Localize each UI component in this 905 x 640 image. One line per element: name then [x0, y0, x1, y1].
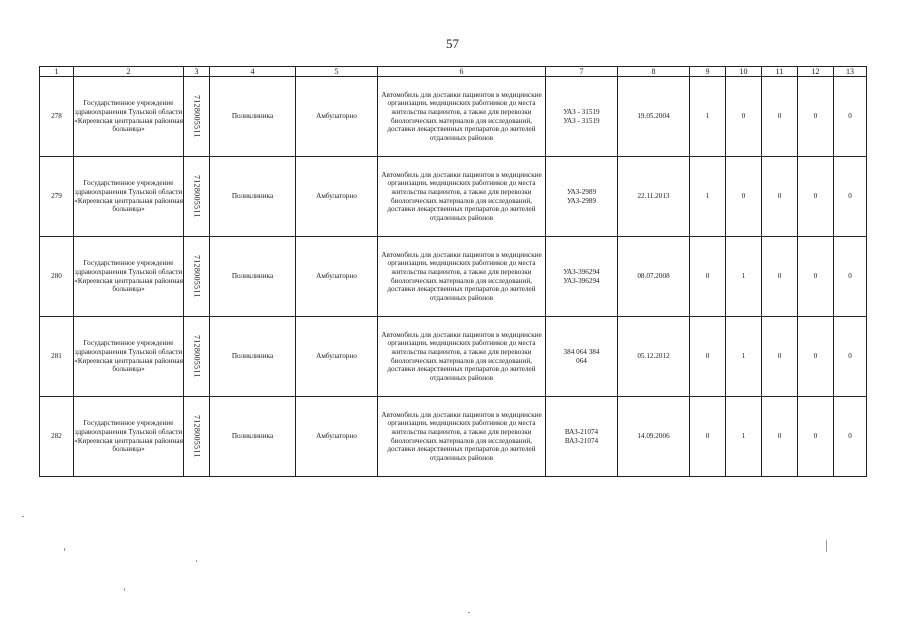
column-number-4: 4 [210, 67, 296, 77]
care-type: Амбулаторно [296, 157, 378, 237]
institution-code: 7128005511 [192, 175, 202, 218]
institution-code: 7128005511 [192, 335, 202, 378]
institution-name: Государственное учреждение здравоохранения Тульской области «Киреевская центральная районная больница» [74, 77, 184, 157]
scan-artifact [196, 560, 197, 562]
column-10-value: 0 [726, 157, 762, 237]
vehicle-model: УАЗ-2989 УАЗ-2989 [546, 157, 618, 237]
row-number: 282 [40, 397, 74, 477]
vehicle-purpose: Автомобиль для доставки пациентов в медицинские организации, медицинских работников до места жительства пациентов, а также для перевозки биологических материалов для исследований, доставки лекарственных препаратов до жителей отдаленных районов [378, 397, 546, 477]
scan-artifact [468, 612, 470, 613]
equipment-table [39, 66, 867, 477]
column-number-2: 2 [74, 67, 184, 77]
institution-code-wrap [184, 158, 209, 236]
institution-code-cell [184, 397, 210, 477]
row-number: 278 [40, 77, 74, 157]
column-10-value: 1 [726, 317, 762, 397]
institution-name: Государственное учреждение здравоохранения Тульской области «Киреевская центральная районная больница» [74, 157, 184, 237]
column-11-value: 0 [762, 157, 798, 237]
scan-artifact [826, 540, 827, 552]
institution-code-cell [184, 77, 210, 157]
column-11-value: 0 [762, 237, 798, 317]
column-12-value: 0 [798, 317, 834, 397]
column-10-value: 1 [726, 237, 762, 317]
institution-code: 7128005511 [192, 415, 202, 458]
column-number-7: 7 [546, 67, 618, 77]
table-row [40, 397, 867, 477]
column-12-value: 0 [798, 157, 834, 237]
acquisition-date: 14.09.2006 [618, 397, 690, 477]
institution-code-wrap [184, 318, 209, 396]
institution-code-cell [184, 157, 210, 237]
column-12-value: 0 [798, 77, 834, 157]
table-body [40, 77, 867, 477]
column-11-value: 0 [762, 77, 798, 157]
scan-artifact [124, 588, 125, 591]
department: Поликлиника [210, 397, 296, 477]
column-9-value: 0 [690, 317, 726, 397]
institution-code-wrap [184, 78, 209, 156]
institution-code-cell [184, 317, 210, 397]
institution-code: 7128005511 [192, 255, 202, 298]
column-number-10: 10 [726, 67, 762, 77]
institution-name: Государственное учреждение здравоохранения Тульской области «Киреевская центральная районная больница» [74, 237, 184, 317]
row-number: 280 [40, 237, 74, 317]
column-number-5: 5 [296, 67, 378, 77]
column-number-9: 9 [690, 67, 726, 77]
column-9-value: 1 [690, 157, 726, 237]
column-11-value: 0 [762, 317, 798, 397]
column-10-value: 0 [726, 77, 762, 157]
institution-code: 7128005511 [192, 95, 202, 138]
column-13-value: 0 [834, 77, 867, 157]
institution-name: Государственное учреждение здравоохранения Тульской области «Киреевская центральная районная больница» [74, 317, 184, 397]
column-12-value: 0 [798, 237, 834, 317]
table-row [40, 157, 867, 237]
column-number-3: 3 [184, 67, 210, 77]
column-11-value: 0 [762, 397, 798, 477]
column-13-value: 0 [834, 317, 867, 397]
column-number-header-row [40, 67, 867, 77]
vehicle-purpose: Автомобиль для доставки пациентов в медицинские организации, медицинских работников до места жительства пациентов, а также для перевозки биологических материалов для исследований, доставки лекарственных препаратов до жителей отдаленных районов [378, 157, 546, 237]
column-number-1: 1 [40, 67, 74, 77]
row-number: 279 [40, 157, 74, 237]
column-13-value: 0 [834, 397, 867, 477]
column-number-13: 13 [834, 67, 867, 77]
care-type: Амбулаторно [296, 237, 378, 317]
acquisition-date: 08.07.2008 [618, 237, 690, 317]
department: Поликлиника [210, 237, 296, 317]
column-number-12: 12 [798, 67, 834, 77]
row-number: 281 [40, 317, 74, 397]
column-12-value: 0 [798, 397, 834, 477]
column-number-8: 8 [618, 67, 690, 77]
scan-artifact [22, 516, 24, 517]
column-number-11: 11 [762, 67, 798, 77]
vehicle-purpose: Автомобиль для доставки пациентов в медицинские организации, медицинских работников до места жительства пациентов, а также для перевозки биологических материалов для исследований, доставки лекарственных препаратов до жителей отдаленных районов [378, 237, 546, 317]
table-row [40, 77, 867, 157]
department: Поликлиника [210, 317, 296, 397]
acquisition-date: 05.12.2012 [618, 317, 690, 397]
column-13-value: 0 [834, 237, 867, 317]
table-row [40, 237, 867, 317]
acquisition-date: 19.05.2004 [618, 77, 690, 157]
page-number: 57 [446, 36, 459, 51]
institution-name: Государственное учреждение здравоохранения Тульской области «Киреевская центральная районная больница» [74, 397, 184, 477]
care-type: Амбулаторно [296, 317, 378, 397]
vehicle-purpose: Автомобиль для доставки пациентов в медицинские организации, медицинских работников до места жительства пациентов, а также для перевозки биологических материалов для исследований, доставки лекарственных препаратов до жителей отдаленных районов [378, 317, 546, 397]
department: Поликлиника [210, 157, 296, 237]
column-13-value: 0 [834, 157, 867, 237]
column-10-value: 1 [726, 397, 762, 477]
institution-code-wrap [184, 398, 209, 476]
vehicle-model: ВАЗ-21074 ВАЗ-21074 [546, 397, 618, 477]
care-type: Амбулаторно [296, 397, 378, 477]
column-9-value: 1 [690, 77, 726, 157]
column-number-6: 6 [378, 67, 546, 77]
vehicle-model: УАЗ-396294 УАЗ-396294 [546, 237, 618, 317]
acquisition-date: 22.11.2013 [618, 157, 690, 237]
institution-code-wrap [184, 238, 209, 316]
table-row [40, 317, 867, 397]
column-9-value: 0 [690, 397, 726, 477]
scan-artifact [64, 548, 65, 551]
department: Поликлиника [210, 77, 296, 157]
care-type: Амбулаторно [296, 77, 378, 157]
vehicle-model: УАЗ - 31519 УАЗ - 31519 [546, 77, 618, 157]
institution-code-cell [184, 237, 210, 317]
column-9-value: 0 [690, 237, 726, 317]
vehicle-purpose: Автомобиль для доставки пациентов в медицинские организации, медицинских работников до места жительства пациентов, а также для перевозки биологических материалов для исследований, доставки лекарственных препаратов до жителей отдаленных районов [378, 77, 546, 157]
vehicle-model: 384 064 384 064 [546, 317, 618, 397]
